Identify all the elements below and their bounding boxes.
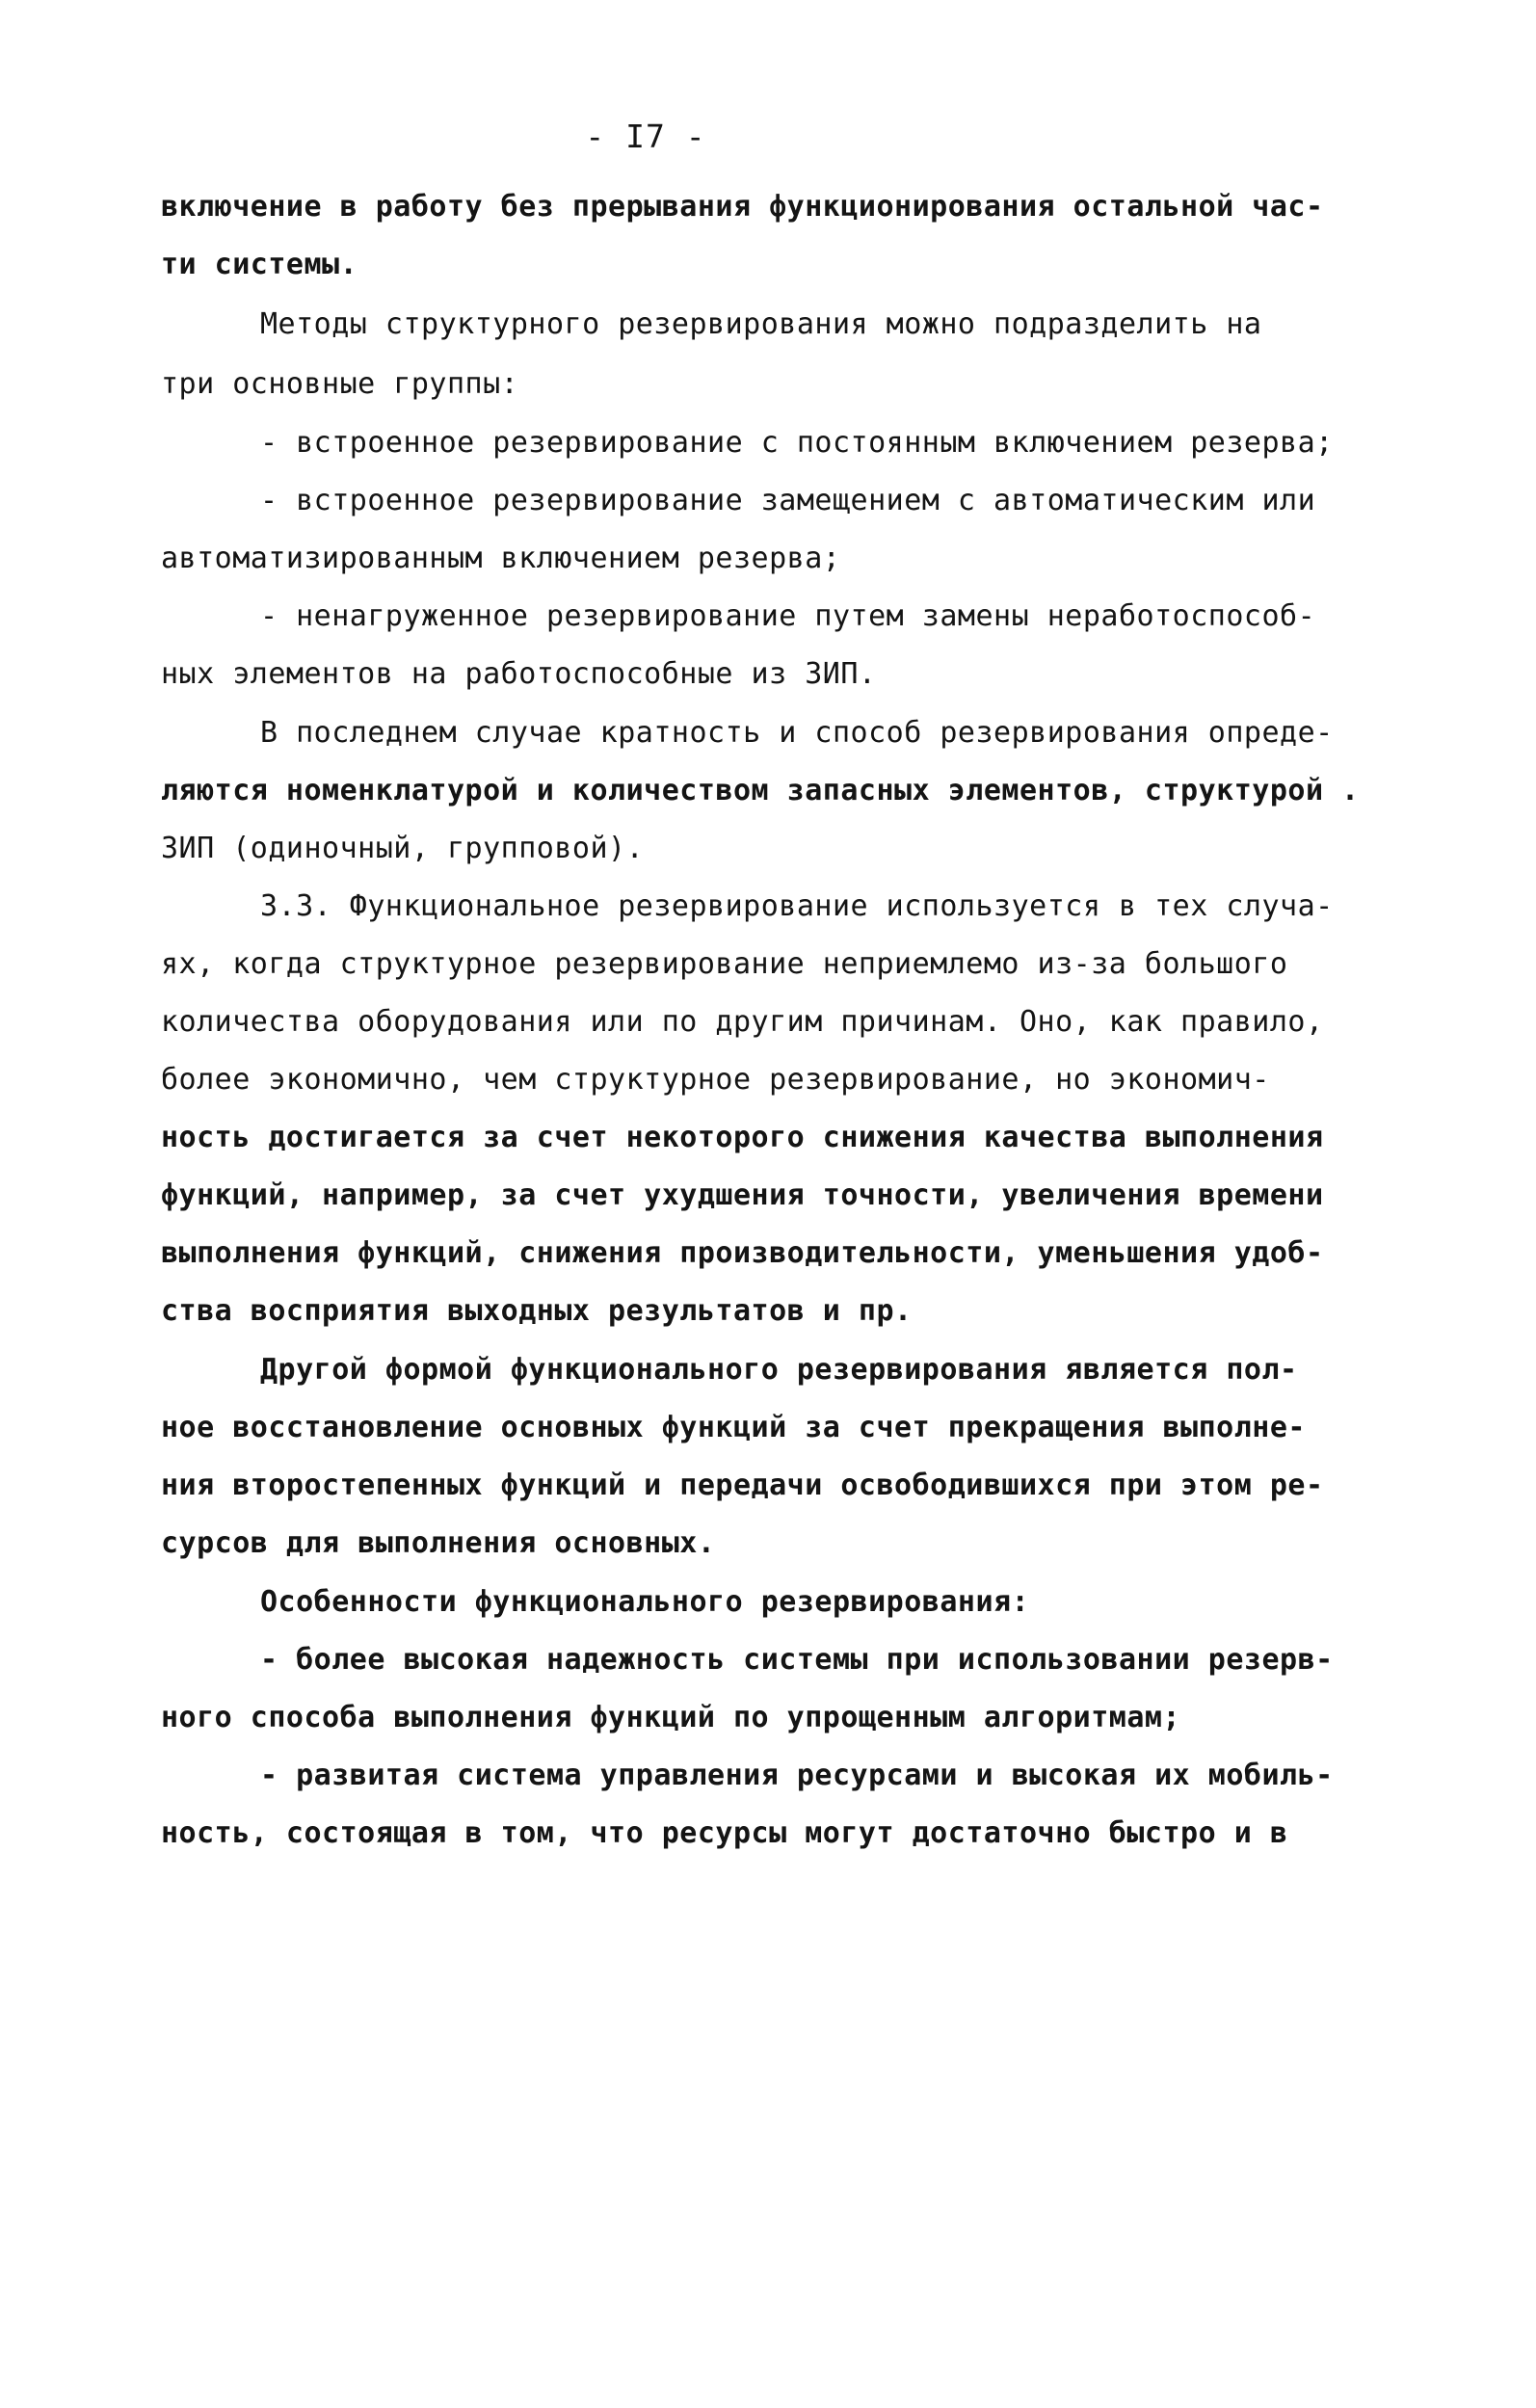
- list-item: - встроенное резервирование с постоянным включением резерва;: [260, 426, 1334, 460]
- list-item: - ненагруженное резервирование путем замены неработоспособ-: [260, 599, 1316, 633]
- text-line: более экономично, чем структурное резервирование, но экономич-: [161, 1063, 1270, 1097]
- text-line: ных элементов на работоспособные из ЗИП.: [161, 657, 877, 691]
- text-line: сурсов для выполнения основных.: [161, 1526, 716, 1560]
- text-line: ное восстановление основных функций за счет прекращения выполне-: [161, 1411, 1306, 1444]
- list-item: - встроенное резервирование замещением с автоматическим или: [260, 484, 1316, 517]
- text-line: количества оборудования или по другим причинам. Оно, как правило,: [161, 1005, 1324, 1039]
- list-item: - развитая система управления ресурсами и высокая их мобиль-: [260, 1759, 1334, 1792]
- text-line: автоматизированным включением резерва;: [161, 542, 841, 575]
- paragraph-first-line: Особенности функционального резервирования:: [260, 1585, 1030, 1619]
- text-line: ях, когда структурное резервирование неприемлемо из-за большого: [161, 947, 1288, 981]
- text-line: ность, состоящая в том, что ресурсы могут достаточно быстро и в: [161, 1816, 1288, 1850]
- text-line: ного способа выполнения функций по упрощенным алгоритмам;: [161, 1701, 1181, 1734]
- text-line: выполнения функций, снижения производительности, уменьшения удоб-: [161, 1236, 1324, 1270]
- text-line: ства восприятия выходных результатов и пр.: [161, 1294, 913, 1328]
- paragraph-first-line: В последнем случае кратность и способ резервирования опреде-: [260, 716, 1334, 750]
- text-line: включение в работу без прерывания функционирования остальной час-: [161, 190, 1324, 224]
- text-line: ляются номенклатурой и количеством запасных элементов, структурой .: [161, 774, 1360, 807]
- page-number: - I7 -: [585, 118, 706, 155]
- text-line: три основные группы:: [161, 367, 519, 401]
- text-line: ния второстепенных функций и передачи освободившихся при этом ре-: [161, 1469, 1324, 1502]
- text-line: ЗИП (одиночный, групповой).: [161, 832, 645, 865]
- text-line: функций, например, за счет ухудшения точности, увеличения времени: [161, 1178, 1324, 1212]
- list-item: - более высокая надежность системы при использовании резерв-: [260, 1643, 1334, 1677]
- text-line: ность достигается за счет некоторого снижения качества выполнения: [161, 1121, 1324, 1154]
- paragraph-first-line: Другой формой функционального резервирования является пол-: [260, 1353, 1298, 1387]
- paragraph-first-line: Методы структурного резервирования можно подразделить на: [260, 307, 1262, 341]
- paragraph-first-line: 3.3. Функциональное резервирование используется в тех случа-: [260, 889, 1334, 923]
- text-line: ти системы.: [161, 248, 358, 281]
